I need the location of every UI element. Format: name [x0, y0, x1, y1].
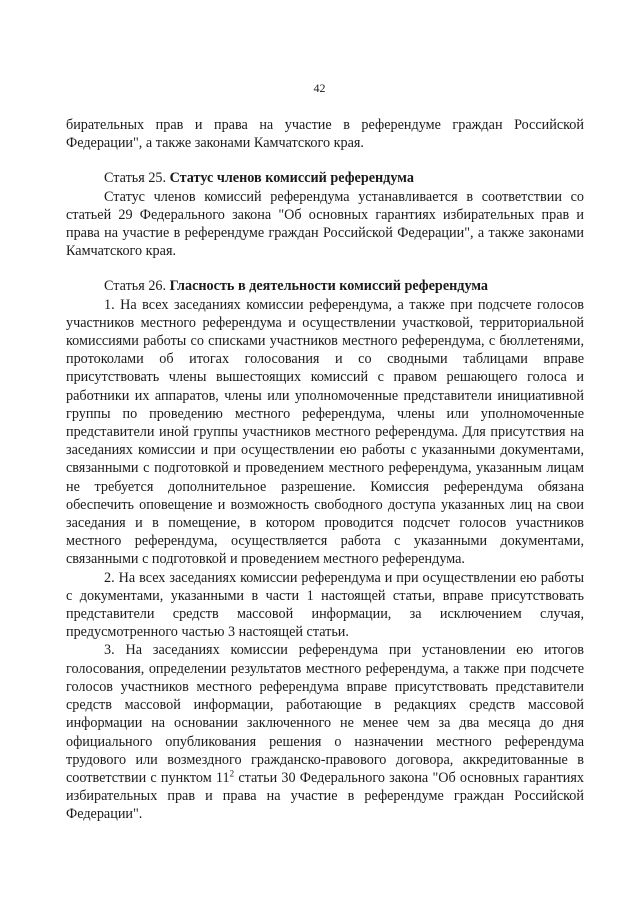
- article-26-part-3-end: статьи 30 Федерального закона "Об основных гарантиях избирательных прав и права на участие в референдуме граждан Российской Федерации".: [66, 769, 585, 823]
- article-26-label: Статья 26.: [104, 278, 167, 295]
- article-26-part-3-text: 3. На заседаниях комиссии референдума при установлении ею итогов голосования, определении результатов местного референдума, а также при подсчете голосов участников местного референдума вправе присутствовать представители средств массовой информации, работающие в редакциях средств массовой информации на основании заключенного не менее чем за два месяца до дня официального опубликования решения о назначении местного референдума трудового или возмездного гражданско-правового договора, аккредитованные в соответствии с пунктом 11: [66, 642, 584, 786]
- spacer: [66, 152, 584, 169]
- spacer: [66, 260, 584, 277]
- article-25-heading: [66, 169, 584, 187]
- page-number: 42: [313, 81, 326, 95]
- article-26-heading: [66, 277, 584, 295]
- intro-paragraph: бирательных прав и права на участие в референдуме граждан Российской Федерации", а также законами Камчатского края.: [66, 117, 584, 152]
- article-26-title: Гласность в деятельности комиссий референдума: [169, 278, 489, 295]
- article-25-text: Статус членов комиссий референдума устанавливается в соответствии со статьей 29 Федерального закона "Об основных гарантиях избирательных прав и права на участие в референдуме граждан Российской Федерации", а также законами Камчатского края.: [66, 188, 584, 260]
- article-25-title: Статус членов комиссий референдума: [169, 170, 414, 187]
- superscript: 2: [229, 768, 235, 779]
- article-26-part-1: 1. На всех заседаниях комиссии референдума, а также при подсчете голосов участников местного референдума и осуществлении участковой, территориальной комиссиями работы со списками участников местного референдума, с бюллетенями, протоколами об итогах голосования и со сводными таблицами вправе присутствовать члены вышестоящих комиссий с правом решающего голоса и работники их аппаратов, члены или уполномоченные представители инициативной группы по проведению местного референдума, члены или уполномоченные представители иной группы участников местного референдума. Для присутствия на заседаниях комиссии и при осуществлении ею работы с указанными документами, связанными с подготовкой и проведением местного референдума, указанным лицам не требуется дополнительное разрешение. Комиссия референдума обязана обеспечить оповещение и возможность свободного доступа указанных лиц на свои заседания и в помещение, в котором проводится подсчет голосов участников местного референдума, осуществляется работа с указанными документами, связанными с подготовкой и проведением местного референдума.: [66, 296, 584, 568]
- article-26-part-3: [66, 641, 584, 823]
- article-26-part-2: 2. На всех заседаниях комиссии референдума и при осуществлении ею работы с документами, указанными в части 1 настоящей статьи, вправе присутствовать представители средств массовой информации, за исключением случая, предусмотренного частью 3 настоящей статьи.: [66, 569, 584, 641]
- document-body: [66, 116, 584, 824]
- article-25-label: Статья 25.: [104, 170, 167, 187]
